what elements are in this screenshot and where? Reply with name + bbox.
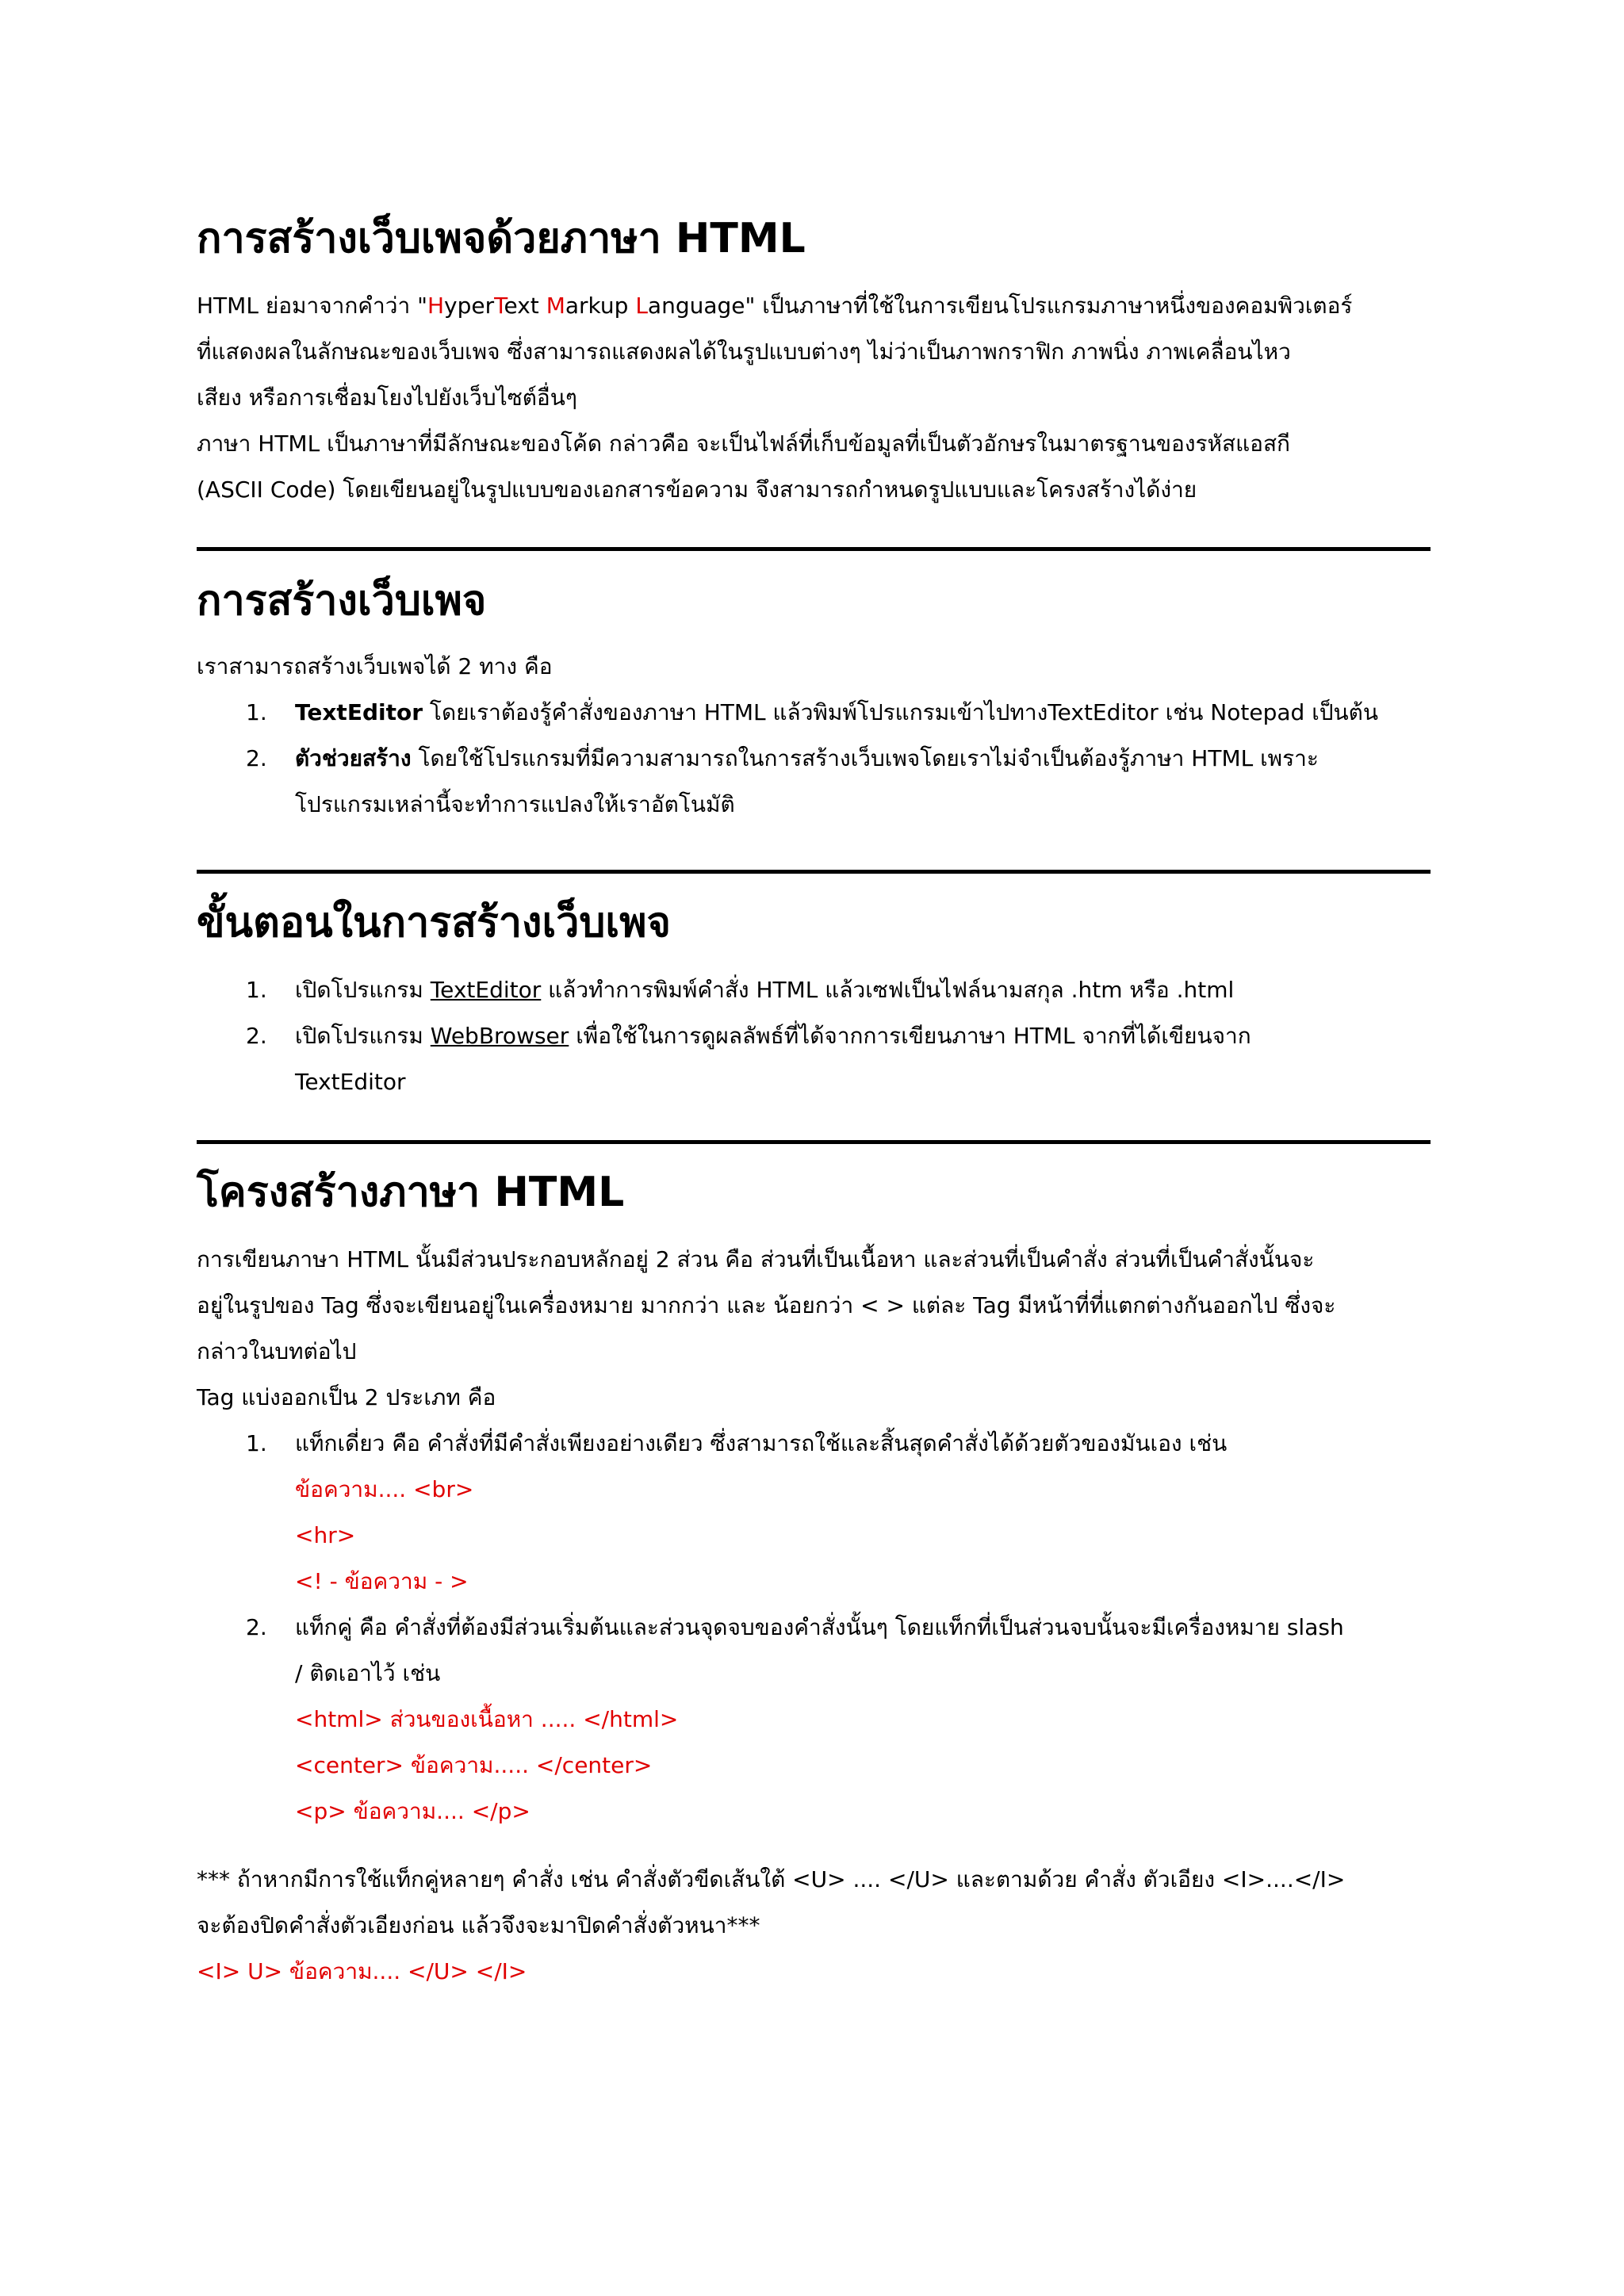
structure-p1-line3: กล่าวในบทต่อไป	[197, 1338, 357, 1364]
structure-lead: Tag แบ่งออกเป็น 2 ประเภท คือ	[197, 1384, 496, 1410]
list-item: 1. เปิดโปรแกรม TextEditor แล้วทำการพิมพ์คำสั่ง HTML แล้วเซฟเป็นไฟล์นามสกุล .htm หรือ .html	[246, 977, 1235, 1003]
create-list	[197, 690, 1431, 828]
texteditor-link[interactable]: TextEditor	[430, 977, 542, 1003]
create-body	[197, 644, 1431, 828]
note-line1: *** ถ้าหากมีการใช้แท็กคู่หลายๆ คำสั่ง เช่น คำสั่งตัวขีดเส้นใต้ <U> .... </U> และตามด้วย คำสั่ง ตัวเอียง <I>....</I>	[197, 1866, 1346, 1892]
intro-p1-line2: ที่แสดงผลในลักษณะของเว็บเพจ ซึ่งสามารถแสดงผลได้ในรูปแบบต่างๆ ไม่ว่าเป็นภาพกราฟิก ภาพนิ่ง ภาพเคลื่อนไหว	[197, 339, 1291, 365]
list-item: 1. TextEditor โดยเราต้องรู้คำสั่งของภาษา HTML แล้วพิมพ์โปรแกรมเข้าไปทางTextEditor เช่น Notepad เป็นต้น	[246, 699, 1378, 725]
structure-body	[197, 1237, 1431, 1995]
list-item: 1. แท็กเดี่ยว คือ คำสั่งที่มีคำสั่งเพียงอย่างเดียว ซึ่งสามารถใช้และสิ้นสุดคำสั่งได้ด้วยตัวของมันเอง เช่น ข้อความ.... <br> <hr> <! - ข้อความ - >	[197, 1421, 1431, 1605]
title-create: การสร้างเว็บเพจ	[197, 577, 487, 625]
divider-1	[197, 547, 1431, 551]
code-example: <p> ข้อความ.... </p>	[295, 1798, 530, 1824]
list-item: 2. แท็กคู่ คือ คำสั่งที่ต้องมีส่วนเริ่มต้นและส่วนจุดจบของคำสั่งนั้นๆ โดยแท็กที่เป็นส่วนจบนั้นจะมีเครื่องหมาย slash / ติดเอาไว้ เช่น <html> ส่วนของเนื้อหา ..... </html> <center> ข้อความ..... </center> <p> ข้อความ.... </p>	[197, 1605, 1431, 1835]
intro-p2-line2: (ASCII Code) โดยเขียนอยู่ในรูปแบบของเอกสารข้อความ จึงสามารถกำหนดรูปแบบและโครงสร้างได้ง่าย	[197, 476, 1197, 503]
structure-p1-line1: การเขียนภาษา HTML นั้นมีส่วนประกอบหลักอยู่ 2 ส่วน คือ ส่วนที่เป็นเนื้อหา และส่วนที่เป็นคำสั่ง ส่วนที่เป็นคำสั่งนั้นจะ	[197, 1246, 1315, 1272]
structure-p1-line2: อยู่ในรูปของ Tag ซึ่งจะเขียนอยู่ในเครื่องหมาย มากกว่า และ น้อยกว่า < > แต่ละ Tag มีหน้าที่ที่แตกต่างกันออกไป ซึ่งจะ	[197, 1292, 1336, 1318]
intro-p2-line1: ภาษา HTML เป็นภาษาที่มีลักษณะของโค้ด กล่าวคือ จะเป็นไฟล์ที่เก็บข้อมูลที่เป็นตัวอักษรในมาตรฐานของรหัสแอสกี	[197, 430, 1290, 457]
create-lead: เราสามารถสร้างเว็บเพจได้ 2 ทาง คือ	[197, 653, 553, 679]
intro-p1-line1: HTML ย่อมาจากคำว่า "HyperText Markup Language" เป็นภาษาที่ใช้ในการเขียนโปรแกรมภาษาหนึ่งของคอมพิวเตอร์	[197, 293, 1353, 319]
divider-3	[197, 1140, 1431, 1144]
list-item: 2. เปิดโปรแกรม WebBrowser เพื่อใช้ในการดูผลลัพธ์ที่ได้จากการเขียนภาษา HTML จากที่ได้เขียนจาก TextEditor	[246, 1023, 1251, 1095]
code-example: ข้อความ.... <br>	[295, 1476, 474, 1502]
divider-2	[197, 870, 1431, 874]
code-example: <! - ข้อความ - >	[295, 1568, 469, 1594]
steps-body	[197, 967, 1431, 1105]
title-steps: ขั้นตอนในการสร้างเว็บเพจ	[197, 899, 671, 947]
title-structure: โครงสร้างภาษา HTML	[197, 1169, 625, 1216]
note-code: <I> U> ข้อความ.... </U> </I>	[197, 1958, 527, 1984]
steps-list	[197, 967, 1431, 1105]
intro-paragraph-1	[197, 283, 1431, 513]
list-item: 2. ตัวช่วยสร้าง โดยใช้โปรแกรมที่มีความสามารถในการสร้างเว็บเพจโดยเราไม่จำเป็นต้องรู้ภาษา HTML เพราะ โปรแกรมเหล่านี้จะทำการแปลงให้เราอัตโนมัติ	[246, 745, 1319, 817]
code-example: <hr>	[295, 1522, 356, 1548]
intro-p1-line3: เสียง หรือการเชื่อมโยงไปยังเว็บไซต์อื่นๆ	[197, 385, 577, 411]
code-example: <center> ข้อความ..... </center>	[295, 1752, 653, 1778]
webbrowser-link[interactable]: WebBrowser	[430, 1023, 569, 1049]
tag-types-list	[197, 1421, 1431, 1835]
title-intro: การสร้างเว็บเพจด้วยภาษา HTML	[197, 215, 806, 262]
note-line2: จะต้องปิดคำสั่งตัวเอียงก่อน แล้วจึงจะมาปิดคำสั่งตัวหนา***	[197, 1912, 760, 1938]
code-example: <html> ส่วนของเนื้อหา ..... </html>	[295, 1706, 679, 1732]
